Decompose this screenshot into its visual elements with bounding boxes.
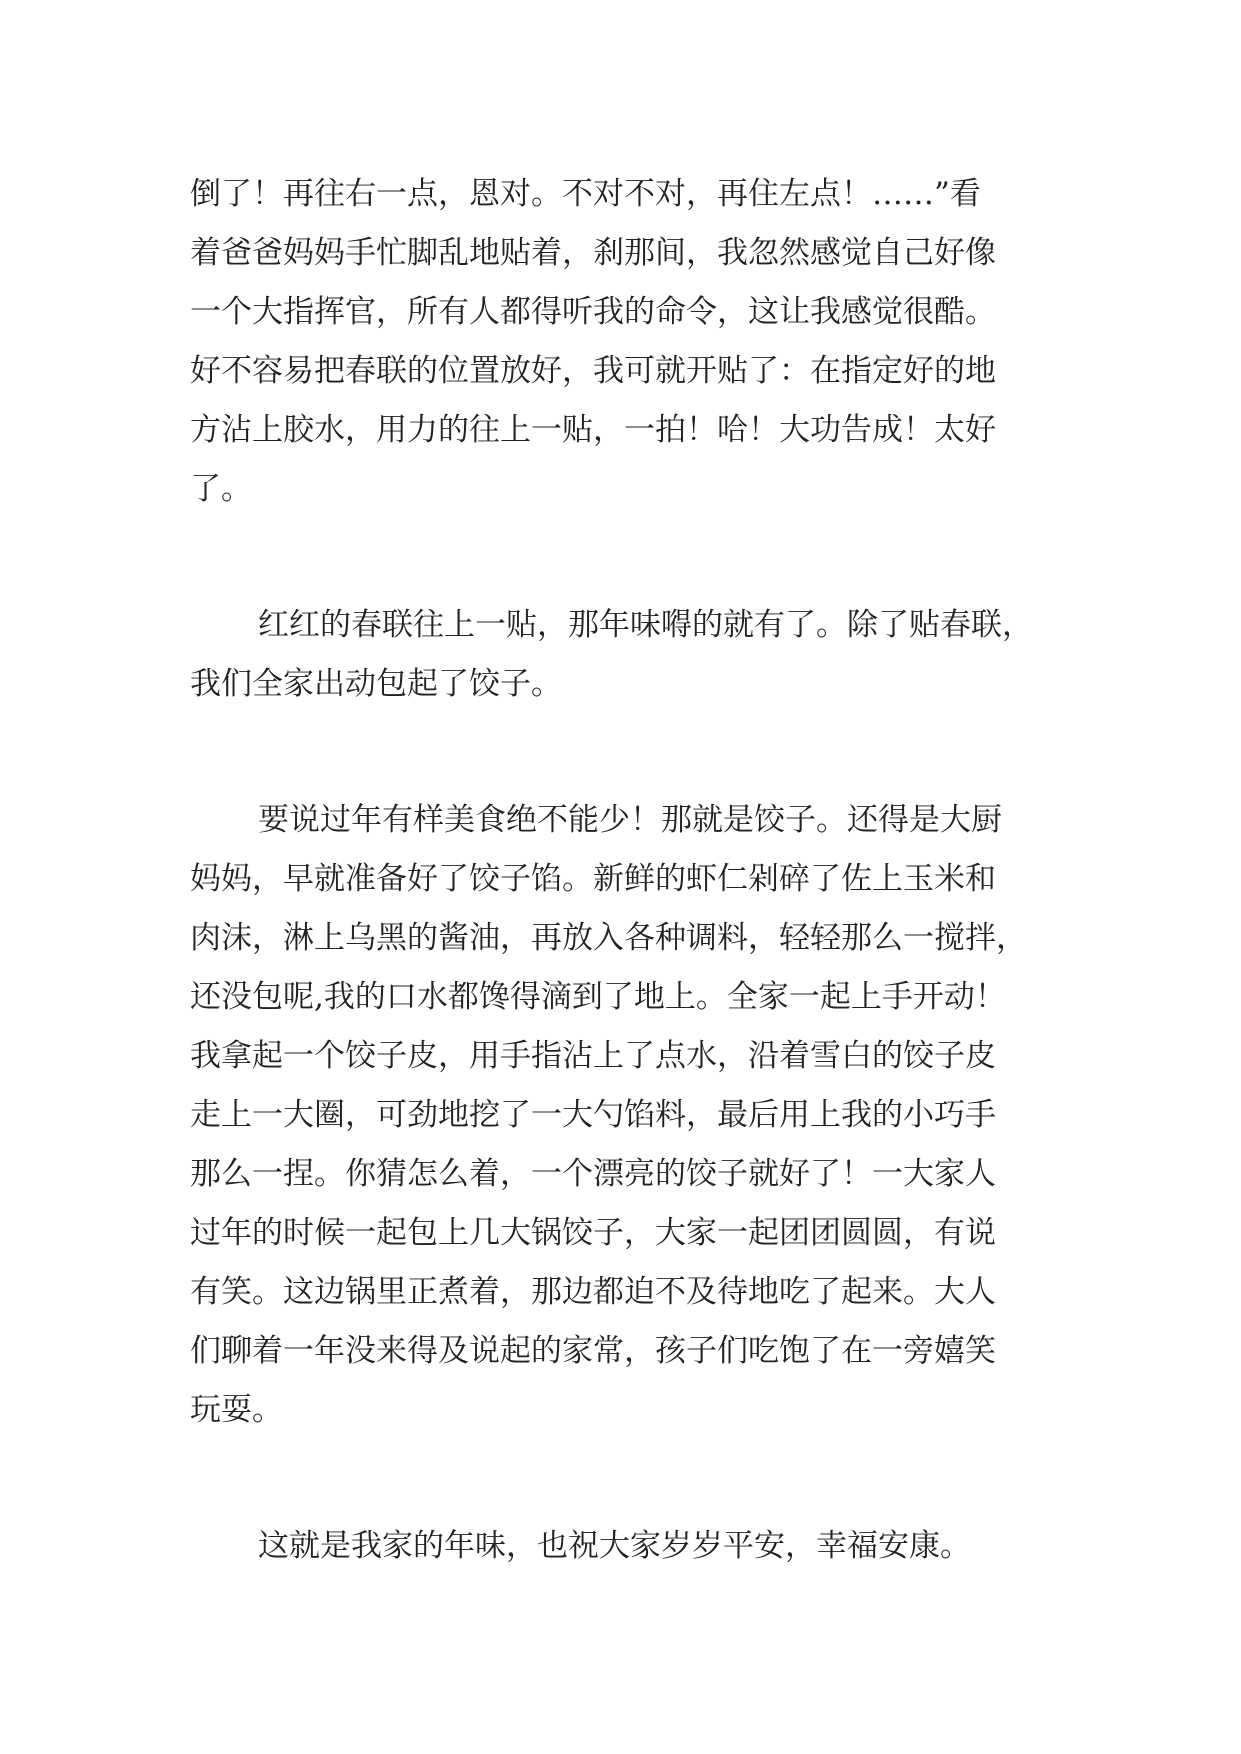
paragraph-spacer [190,714,1090,791]
paragraph-3-line-1: 要说过年有样美食绝不能少！那就是饺子。还得是大厨 [258,802,1002,838]
paragraph-spacer [190,1440,1090,1517]
document-body [190,165,1090,1576]
paragraph-spacer [190,519,1090,596]
paragraph-3-line-4: 还没包呢,我的口水都馋得滴到了地上。全家一起上手开动！ [190,979,1006,1015]
paragraph-3-line-5: 我拿起一个饺子皮，用手指沾上了点水，沿着雪白的饺子皮 [190,1038,996,1074]
paragraph-3-line-9: 有笑。这边锅里正煮着，那边都迫不及待地吃了起来。大人 [190,1274,996,1310]
paragraph-2 [190,596,1090,714]
paragraph-3-line-3: 肉沫，淋上乌黑的酱油，再放入各种调料，轻轻那么一搅拌， [190,920,1027,956]
paragraph-1-line-4: 好不容易把春联的位置放好，我可就开贴了：在指定好的地 [190,353,996,389]
paragraph-4 [190,1517,1090,1576]
paragraph-3-line-7: 那么一捏。你猜怎么着，一个漂亮的饺子就好了！一大家人 [190,1156,996,1192]
paragraph-3-line-8: 过年的时候一起包上几大锅饺子，大家一起团团圆圆，有说 [190,1215,996,1251]
paragraph-1-line-1: 倒了！再往右一点，恩对。不对不对，再住左点！……”看 [190,176,981,212]
paragraph-3 [190,791,1090,1440]
paragraph-1-line-5: 方沾上胶水，用力的往上一贴，一拍！哈！大功告成！太好 [190,412,996,448]
paragraph-2-line-1: 红红的春联往上一贴，那年味嘚的就有了。除了贴春联， [258,607,1033,643]
paragraph-3-line-10: 们聊着一年没来得及说起的家常，孩子们吃饱了在一旁嬉笑 [190,1333,996,1369]
paragraph-1-line-6: 了。 [190,471,252,507]
paragraph-1-line-2: 着爸爸妈妈手忙脚乱地贴着，刹那间，我忽然感觉自己好像 [190,235,996,271]
paragraph-2-line-2: 我们全家出动包起了饺子。 [190,666,562,702]
paragraph-4-line-1: 这就是我家的年味，也祝大家岁岁平安，幸福安康。 [258,1528,971,1564]
paragraph-1-line-3: 一个大指挥官，所有人都得听我的命令，这让我感觉很酷。 [190,294,996,330]
paragraph-1 [190,165,1090,519]
paragraph-3-line-11: 玩耍。 [190,1392,283,1428]
paragraph-3-line-2: 妈妈，早就准备好了饺子馅。新鲜的虾仁剁碎了佐上玉米和 [190,861,996,897]
paragraph-3-line-6: 走上一大圈，可劲地挖了一大勺馅料，最后用上我的小巧手 [190,1097,996,1133]
